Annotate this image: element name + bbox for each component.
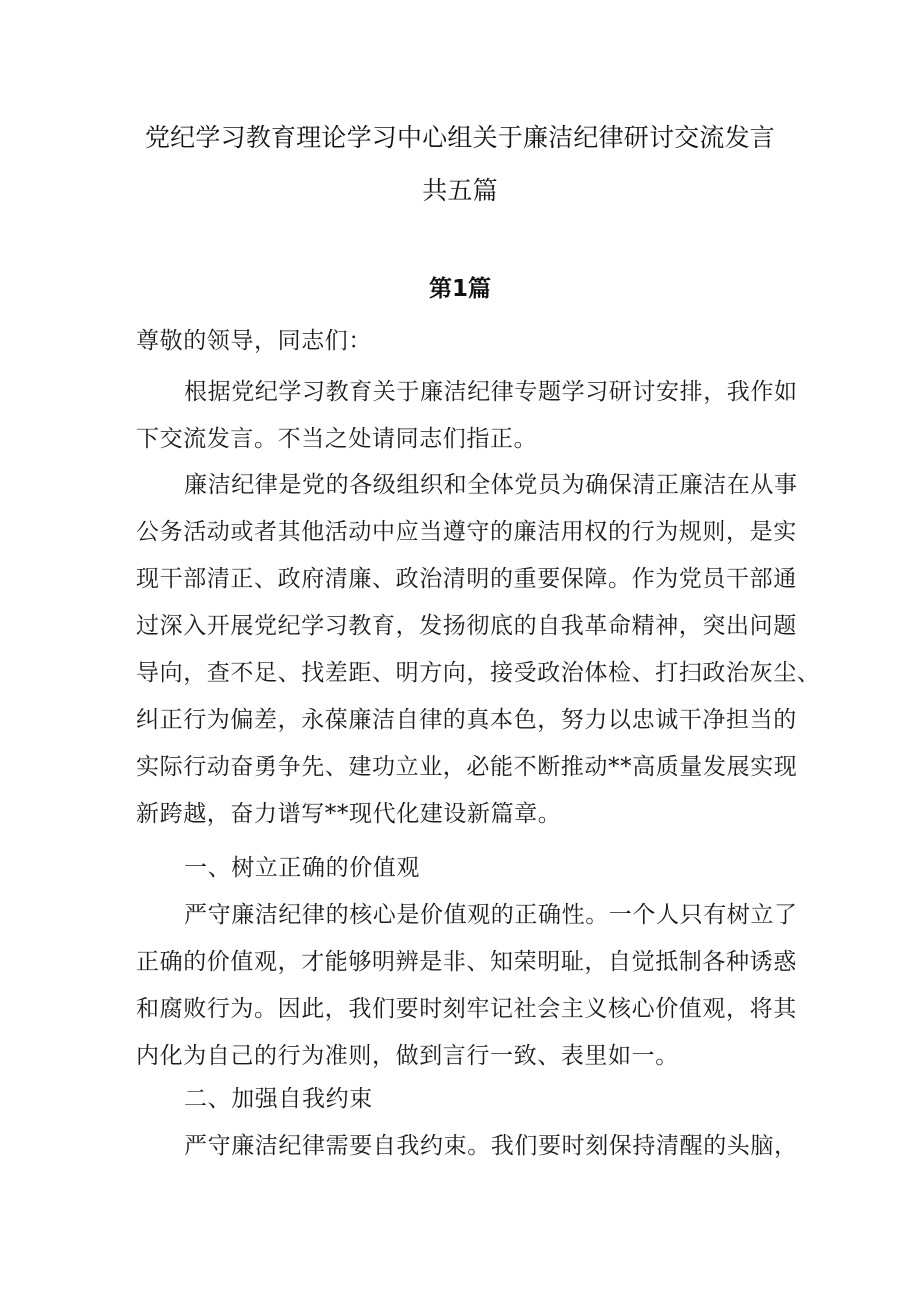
paragraph-line: 新跨越，奋力谱写**现代化建设新篇章。: [136, 801, 562, 827]
salutation-line: 尊敬的领导，同志们：: [136, 328, 372, 354]
paragraph-line: 廉洁纪律是党的各级组织和全体党员为确保清正廉洁在从事: [184, 472, 798, 498]
subheading-1: 一、树立正确的价值观: [184, 855, 420, 881]
document-title: 党纪学习教育理论学习中心组关于廉洁纪律研讨交流发言: [144, 123, 775, 152]
paragraph-line: 现干部清正、政府清廉、政治清明的重要保障。作为党员干部通: [136, 566, 797, 592]
paragraph-line: 过深入开展党纪学习教育，发扬彻底的自我革命精神，突出问题: [136, 613, 797, 639]
paragraph-line: 严守廉洁纪律需要自我约束。我们要时刻保持清醒的头脑，: [184, 1133, 798, 1159]
paragraph-line: 严守廉洁纪律的核心是价值观的正确性。一个人只有树立了: [184, 902, 798, 928]
paragraph-line: 导向，查不足、找差距、明方向，接受政治体检、打扫政治灰尘、: [136, 660, 821, 686]
paragraph-line: 实际行动奋勇争先、建功立业，必能不断推动**高质量发展实现: [136, 754, 798, 780]
paragraph-line: 正确的价值观，才能够明辨是非、知荣明耻，自觉抵制各种诱惑: [136, 949, 797, 975]
paragraph-line: 公务活动或者其他活动中应当遵守的廉洁用权的行为规则，是实: [136, 519, 797, 545]
paragraph-line: 内化为自己的行为准则，做到言行一致、表里如一。: [136, 1043, 679, 1069]
subheading-2: 二、加强自我约束: [184, 1086, 373, 1112]
section-heading: 第1篇: [428, 276, 491, 302]
paragraph-line: 下交流发言。不当之处请同志们指正。: [136, 426, 538, 452]
paragraph-line: 和腐败行为。因此，我们要时刻牢记社会主义核心价值观，将其: [136, 996, 797, 1022]
paragraph-line: 纠正行为偏差，永葆廉洁自律的真本色，努力以忠诚干净担当的: [136, 707, 797, 733]
document-subtitle: 共五篇: [422, 176, 498, 205]
paragraph-line: 根据党纪学习教育关于廉洁纪律专题学习研讨安排，我作如: [184, 379, 798, 405]
